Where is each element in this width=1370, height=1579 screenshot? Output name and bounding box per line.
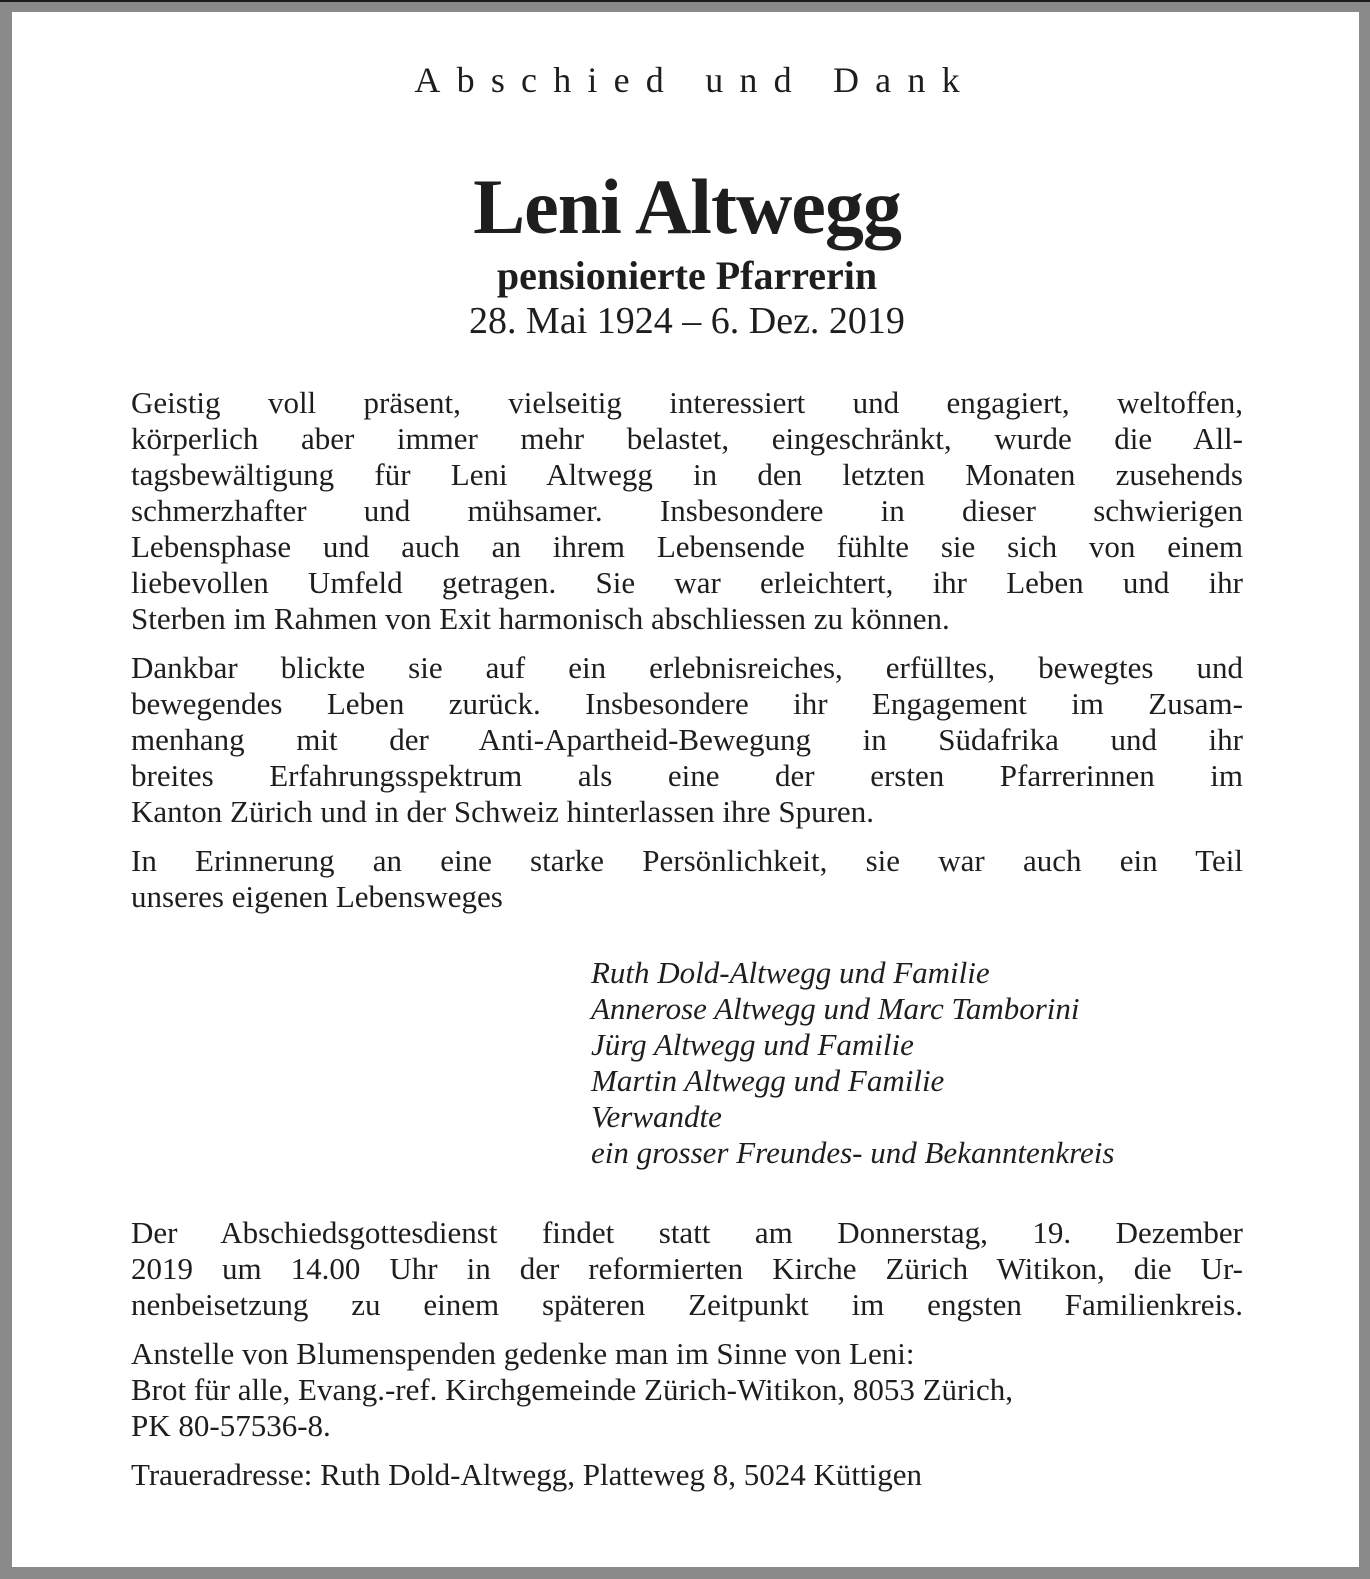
paragraph [131,1457,1243,1493]
text-line: nenbeisetzung zu einem späteren Zeitpunkt im engsten Familienkreis. [131,1287,1243,1322]
text-line: 2019 um 14.00 Uhr in der reformierten Kirche Zürich Witikon, die Ur- [131,1251,1243,1286]
text-line: PK 80-57536-8. [131,1408,331,1443]
obituary-page [12,12,1359,1567]
text-line: Dankbar blickte sie auf ein erlebnisreiches, erfülltes, bewegtes und [131,650,1243,685]
text-line: körperlich aber immer mehr belastet, eingeschränkt, wurde die All- [131,421,1243,456]
text-line: Brot für alle, Evang.-ref. Kirchgemeinde Zürich-Witikon, 8053 Zürich, [131,1372,1013,1407]
text-line: Jürg Altwegg und Familie [591,1027,914,1062]
text-line: liebevollen Umfeld getragen. Sie war erleichtert, ihr Leben und ihr [131,565,1243,600]
life-dates: 28. Mai 1924 – 6. Dez. 2019 [469,300,905,342]
text-line: Verwandte [591,1099,722,1134]
text-line: Lebensphase und auch an ihrem Lebensende fühlte sie sich von einem [131,529,1243,564]
notice-category-heading: Abschied und Dank [414,60,976,100]
text-line: Geistig voll präsent, vielseitig interessiert und engagiert, weltoffen, [131,385,1243,420]
text-line: breites Erfahrungsspektrum als eine der ersten Pfarrerinnen im [131,758,1243,793]
text-line: ein grosser Freundes- und Bekanntenkreis [591,1135,1115,1170]
paragraph [131,843,1243,915]
text-line: bewegendes Leben zurück. Insbesondere ihr Engagement im Zusam- [131,686,1243,721]
paragraph [131,1215,1243,1323]
notice-body [131,385,1243,1493]
text-line: menhang mit der Anti-Apartheid-Bewegung in Südafrika und ihr [131,722,1243,757]
deceased-name: Leni Altwegg [473,163,901,250]
text-line: tagsbewältigung für Leni Altwegg in den letzten Monaten zusehends [131,457,1243,492]
paragraph [131,650,1243,830]
text-line: Traueradresse: Ruth Dold-Altwegg, Platteweg 8, 5024 Küttigen [131,1457,922,1492]
text-line: Kanton Zürich und in der Schweiz hinterlassen ihre Spuren. [131,794,874,829]
text-line: Anstelle von Blumenspenden gedenke man im Sinne von Leni: [131,1336,915,1371]
text-line: schmerzhafter und mühsamer. Insbesondere in dieser schwierigen [131,493,1243,528]
text-line: In Erinnerung an eine starke Persönlichkeit, sie war auch ein Teil [131,843,1243,878]
text-line: Ruth Dold-Altwegg und Familie [591,955,990,990]
deceased-title: pensionierte Pfarrerin [496,253,878,298]
text-line: Martin Altwegg und Familie [591,1063,945,1098]
paragraph [131,385,1243,637]
text-line: Sterben im Rahmen von Exit harmonisch abschliessen zu können. [131,601,950,636]
text-line: unseres eigenen Lebensweges [131,879,503,914]
text-line: Annerose Altwegg und Marc Tamborini [591,991,1080,1026]
mourners-signature-block [591,955,1243,1171]
paragraph [131,1336,1243,1444]
text-line: Der Abschiedsgottesdienst findet statt am Donnerstag, 19. Dezember [131,1215,1243,1250]
viewer-top-border [0,0,1370,2]
